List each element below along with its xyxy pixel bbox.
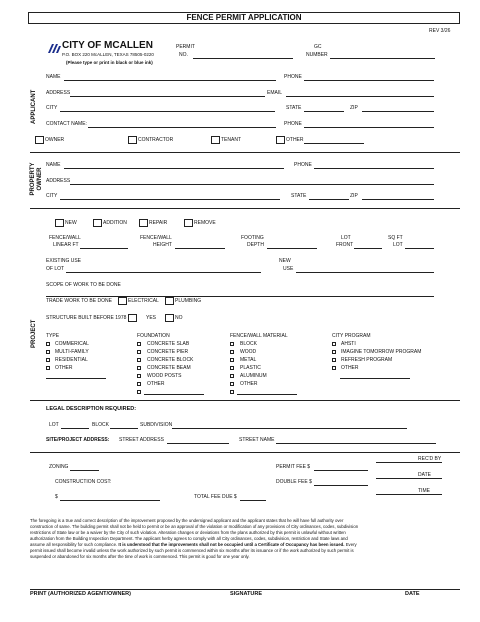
- type-commerical-label: COMMERICAL: [55, 341, 89, 347]
- total-fee-field[interactable]: [240, 500, 266, 501]
- foundation-extra-checkbox[interactable]: [137, 390, 141, 394]
- material-header: FENCE/WALL MATERIAL: [230, 333, 288, 339]
- repair-checkbox[interactable]: [139, 219, 148, 227]
- owner-address-label: ADDRESS: [46, 178, 71, 184]
- applicant-phone-label: PHONE: [284, 74, 302, 80]
- material-block-label: BLOCK: [240, 341, 257, 347]
- gc-label: GC: [314, 44, 322, 50]
- owner-state-field[interactable]: [309, 199, 349, 200]
- applicant-address-label: ADDRESS: [46, 90, 71, 96]
- dollar-label: $: [55, 494, 58, 500]
- front-label: FRONT: [336, 242, 354, 248]
- tenant-checkbox[interactable]: [211, 136, 220, 144]
- total-fee-label: TOTAL FEE DUE $: [194, 494, 237, 500]
- page-title: FENCE PERMIT APPLICATION: [186, 13, 302, 22]
- date-field[interactable]: [376, 478, 442, 479]
- material-extra-checkbox[interactable]: [230, 390, 234, 394]
- contact-phone-label: PHONE: [284, 121, 302, 127]
- lot-label: LOT: [341, 235, 351, 241]
- recd-by-field[interactable]: [376, 462, 442, 463]
- owner-label: OWNER: [45, 137, 65, 143]
- applicant-email-label: EMAIL: [267, 90, 283, 96]
- foundation-other-checkbox[interactable]: [137, 382, 141, 386]
- applicant-state-field[interactable]: [304, 111, 344, 112]
- new-use-field[interactable]: [296, 272, 434, 273]
- new-label: NEW: [65, 220, 77, 226]
- double-fee-label: DOUBLE FEE $: [276, 479, 312, 485]
- tenant-label: TENANT: [221, 137, 241, 143]
- front-field[interactable]: [354, 248, 382, 249]
- material-other-field[interactable]: [237, 394, 297, 395]
- type-residential-label: RESIDENTIAL: [55, 357, 88, 363]
- foundation-beam-checkbox[interactable]: [137, 366, 141, 370]
- recd-by-label: REC'D BY: [418, 456, 442, 462]
- disclaimer-line: The foregoing is a true and correct description of the improvement proposed by the undersigned applicant and the applicant states that he will have full authority over: [30, 518, 344, 523]
- construction-cost-field[interactable]: [60, 500, 160, 501]
- contact-name-label: CONTACT NAME:: [46, 121, 87, 127]
- new-use-label: NEW: [279, 258, 291, 264]
- street-address-field[interactable]: [167, 443, 229, 444]
- street-name-label: STREET NAME: [239, 437, 275, 443]
- type-other-label: OTHER: [55, 365, 73, 371]
- material-plastic-checkbox[interactable]: [230, 366, 234, 370]
- program-imagine-label: IMAGINE TOMORROW PROGRAM: [341, 349, 422, 355]
- time-label: TIME: [418, 488, 430, 494]
- foundation-slab-checkbox[interactable]: [137, 342, 141, 346]
- of-lot-label: OF LOT: [46, 266, 65, 272]
- depth-field[interactable]: [267, 248, 317, 249]
- permit-no-label: NO.: [179, 52, 188, 58]
- type-commerical-checkbox[interactable]: [46, 342, 50, 346]
- property-owner-section-label: [30, 161, 44, 197]
- ink-instruction: (Please type or print in black or blue ink): [66, 60, 153, 65]
- foundation-other-label: OTHER: [147, 381, 165, 387]
- disclaimer-line: suspended or abandoned for six months after the time of work is commenced. This permit is good for one year only.: [30, 554, 250, 559]
- legal-lot-field[interactable]: [61, 428, 89, 429]
- material-aluminum-checkbox[interactable]: [230, 374, 234, 378]
- material-aluminum-label: ALUMINUM: [240, 373, 267, 379]
- divider: [30, 452, 460, 453]
- legal-block-label: BLOCK: [92, 422, 109, 428]
- street-name-field[interactable]: [276, 443, 436, 444]
- legal-subdivision-label: SUBDIVISION: [140, 422, 173, 428]
- print-name-label: PRINT (AUTHORIZED AGENT/OWNER): [30, 591, 131, 597]
- applicant-city-field[interactable]: [60, 111, 275, 112]
- fence-wall-height-label: FENCE/WALL: [140, 235, 172, 241]
- addition-label: ADDITION: [103, 220, 127, 226]
- material-block-checkbox[interactable]: [230, 342, 234, 346]
- contact-phone-field[interactable]: [304, 127, 434, 128]
- owner-phone-field[interactable]: [314, 168, 434, 169]
- applicant-section-label: APPLICANT: [31, 89, 37, 124]
- disclaimer-text: Every: [345, 542, 357, 547]
- construction-cost-label: CONSTRUCTION COST:: [55, 479, 112, 485]
- new-checkbox[interactable]: [55, 219, 64, 227]
- program-ahsti-checkbox[interactable]: [332, 342, 336, 346]
- permit-fee-label: PERMIT FEE $: [276, 464, 311, 470]
- divider: [30, 208, 460, 209]
- permit-fee-field[interactable]: [314, 470, 368, 471]
- double-fee-field[interactable]: [314, 485, 368, 486]
- type-multifamily-label: MULTI-FAMILY: [55, 349, 89, 355]
- material-metal-label: METAL: [240, 357, 257, 363]
- applicant-address-field[interactable]: [70, 96, 265, 97]
- applicant-city-label: CITY: [46, 105, 58, 111]
- no-label: NO: [175, 315, 183, 321]
- foundation-other-field[interactable]: [144, 394, 204, 395]
- foundation-wood-checkbox[interactable]: [137, 374, 141, 378]
- sq-lot-label: LOT: [393, 242, 403, 248]
- gc-number-field[interactable]: [330, 58, 435, 59]
- foundation-header: FOUNDATION: [137, 333, 170, 339]
- scope-label: SCOPE OF WORK TO BE DONE: [46, 282, 121, 288]
- height-label: HEIGHT: [153, 242, 172, 248]
- legal-lot-label: LOT: [49, 422, 59, 428]
- legal-subdivision-field[interactable]: [172, 428, 407, 429]
- program-imagine-checkbox[interactable]: [332, 350, 336, 354]
- project-section-label: PROJECT: [31, 319, 37, 348]
- type-multifamily-checkbox[interactable]: [46, 350, 50, 354]
- permit-no-field[interactable]: [193, 58, 293, 59]
- sq-lot-field[interactable]: [405, 248, 434, 249]
- applicant-zip-field[interactable]: [362, 111, 434, 112]
- revision-label: REV 3/26: [429, 28, 451, 34]
- use-label: USE: [283, 266, 294, 272]
- divider: [30, 400, 460, 401]
- electrical-checkbox[interactable]: [118, 297, 127, 305]
- height-field[interactable]: [175, 248, 225, 249]
- yes-label: YES: [146, 315, 157, 321]
- program-refresh-checkbox[interactable]: [332, 358, 336, 362]
- owner-address-field[interactable]: [70, 184, 434, 185]
- remove-label: REMOVE: [194, 220, 216, 226]
- material-metal-checkbox[interactable]: [230, 358, 234, 362]
- type-header: TYPE: [46, 333, 60, 339]
- owner-name-label: NAME: [46, 162, 61, 168]
- contractor-label: CONTRACTOR: [138, 137, 174, 143]
- city-name: CITY OF MCALLEN: [62, 40, 153, 51]
- city-logo-icon: [47, 40, 61, 49]
- material-plastic-label: PLASTIC: [240, 365, 261, 371]
- program-other-checkbox[interactable]: [332, 366, 336, 370]
- owner-city-field[interactable]: [60, 199, 280, 200]
- contact-name-field[interactable]: [88, 127, 276, 128]
- foundation-wood-label: WOOD POSTS: [147, 373, 182, 379]
- applicant-email-field[interactable]: [286, 96, 434, 97]
- linear-ft-field[interactable]: [80, 248, 128, 249]
- owner-state-label: STATE: [291, 193, 307, 199]
- applicant-zip-label: ZIP: [350, 105, 358, 111]
- disclaimer-line: restrictions of State law or be a waiver by the City of such violation. Alteration changes or deviations from the plans authorized by this permit is unlawful without written: [30, 530, 346, 535]
- foundation-beam-label: CONCRETE BEAM: [147, 365, 191, 371]
- divider: [30, 152, 460, 153]
- material-wood-checkbox[interactable]: [230, 350, 234, 354]
- disclaimer-line: construction of same. The building permit shall not be held to permit or be an approval of the violation or modification of any provisions of City ordinances, codes, subdivision: [30, 524, 359, 529]
- existing-use-label: EXISTING USE: [46, 258, 82, 264]
- trade-work-label: TRADE WORK TO BE DONE: [46, 298, 112, 304]
- date-label: DATE: [418, 472, 431, 478]
- applicant-name-field[interactable]: [64, 80, 276, 81]
- site-address-label: SITE/PROJECT ADDRESS:: [46, 437, 110, 443]
- plumbing-checkbox[interactable]: [165, 297, 174, 305]
- foundation-block-checkbox[interactable]: [137, 358, 141, 362]
- fence-wall-label: FENCE/WALL: [49, 235, 81, 241]
- sq-ft-label: SQ FT: [388, 235, 403, 241]
- plumbing-label: PLUMBING: [175, 298, 202, 304]
- disclaimer-text: assume all responsibility for such compliance.: [30, 542, 118, 547]
- legal-block-field[interactable]: [110, 428, 138, 429]
- legal-header: LEGAL DESCRIPTION REQUIRED:: [46, 406, 137, 412]
- signature-line[interactable]: [30, 589, 460, 590]
- type-other-checkbox[interactable]: [46, 366, 50, 370]
- owner-city-label: CITY: [46, 193, 58, 199]
- applicant-phone-field[interactable]: [304, 80, 434, 81]
- no-checkbox[interactable]: [165, 314, 174, 322]
- other-role-checkbox[interactable]: [276, 136, 285, 144]
- property-owner-text: PROPERTY OWNER: [30, 162, 43, 196]
- time-field[interactable]: [376, 494, 442, 495]
- material-other-checkbox[interactable]: [230, 382, 234, 386]
- program-header: CITY PROGRAM: [332, 333, 371, 339]
- permit-label: PERMIT: [176, 44, 195, 50]
- foundation-block-label: CONCRETE BLOCK: [147, 357, 194, 363]
- contractor-checkbox[interactable]: [128, 136, 137, 144]
- owner-zip-field[interactable]: [362, 199, 434, 200]
- type-other-field[interactable]: [46, 378, 106, 379]
- program-other-label: OTHER: [341, 365, 359, 371]
- city-address: P.O. BOX 220 McALLEN, TEXAS 78505-0220: [62, 52, 154, 57]
- linear-ft-label: LINEAR FT: [53, 242, 79, 248]
- disclaimer-paragraph: [30, 518, 450, 560]
- foundation-pier-checkbox[interactable]: [137, 350, 141, 354]
- remove-checkbox[interactable]: [184, 219, 193, 227]
- repair-label: REPAIR: [149, 220, 168, 226]
- electrical-label: ELECTRICAL: [128, 298, 159, 304]
- type-residential-checkbox[interactable]: [46, 358, 50, 362]
- signature-date-label: DATE: [405, 591, 420, 597]
- other-role-label: OTHER: [286, 137, 304, 143]
- owner-zip-label: ZIP: [350, 193, 358, 199]
- other-role-field[interactable]: [304, 143, 364, 144]
- yes-checkbox[interactable]: [128, 314, 137, 322]
- foundation-pier-label: CONCRETE PIER: [147, 349, 189, 355]
- applicant-state-label: STATE: [286, 105, 302, 111]
- program-ahsti-label: AHSTI: [341, 341, 356, 347]
- built-before-label: STRUCTURE BUILT BEFORE 1978: [46, 315, 127, 321]
- foundation-slab-label: CONCRETE SLAB: [147, 341, 190, 347]
- owner-checkbox[interactable]: [35, 136, 44, 144]
- program-refresh-label: REFRESH PROGRAM: [341, 357, 393, 363]
- owner-phone-label: PHONE: [294, 162, 312, 168]
- gc-number-label: NUMBER: [306, 52, 328, 58]
- street-address-label: STREET ADDRESS: [119, 437, 164, 443]
- owner-name-field[interactable]: [64, 168, 284, 169]
- addition-checkbox[interactable]: [93, 219, 102, 227]
- scope-field[interactable]: [46, 296, 434, 297]
- disclaimer-line: authorization from the Building Inspection Department. The applicant herby agrees to comply with all City ordinances, codes, subdivision, restriction and State laws and: [30, 536, 348, 541]
- material-other-label: OTHER: [240, 381, 258, 387]
- zoning-label: ZONING: [49, 464, 69, 470]
- material-wood-label: WOOD: [240, 349, 257, 355]
- footing-label: FOOTING: [241, 235, 264, 241]
- program-other-field[interactable]: [340, 378, 410, 379]
- existing-use-field[interactable]: [66, 272, 261, 273]
- disclaimer-line: permit issued shall become invalid unless the work authorized by such permit is commenced within six months after its issuance or if the work authorized by such permit is: [30, 548, 354, 553]
- depth-label: DEPTH: [247, 242, 264, 248]
- disclaimer-bold-text: It is understood that the improvements shall not be occupied until a Certificate of Occupancy has been issued.: [118, 542, 345, 547]
- zoning-field[interactable]: [70, 470, 99, 471]
- signature-label: SIGNATURE: [230, 591, 262, 597]
- applicant-name-label: NAME: [46, 74, 61, 80]
